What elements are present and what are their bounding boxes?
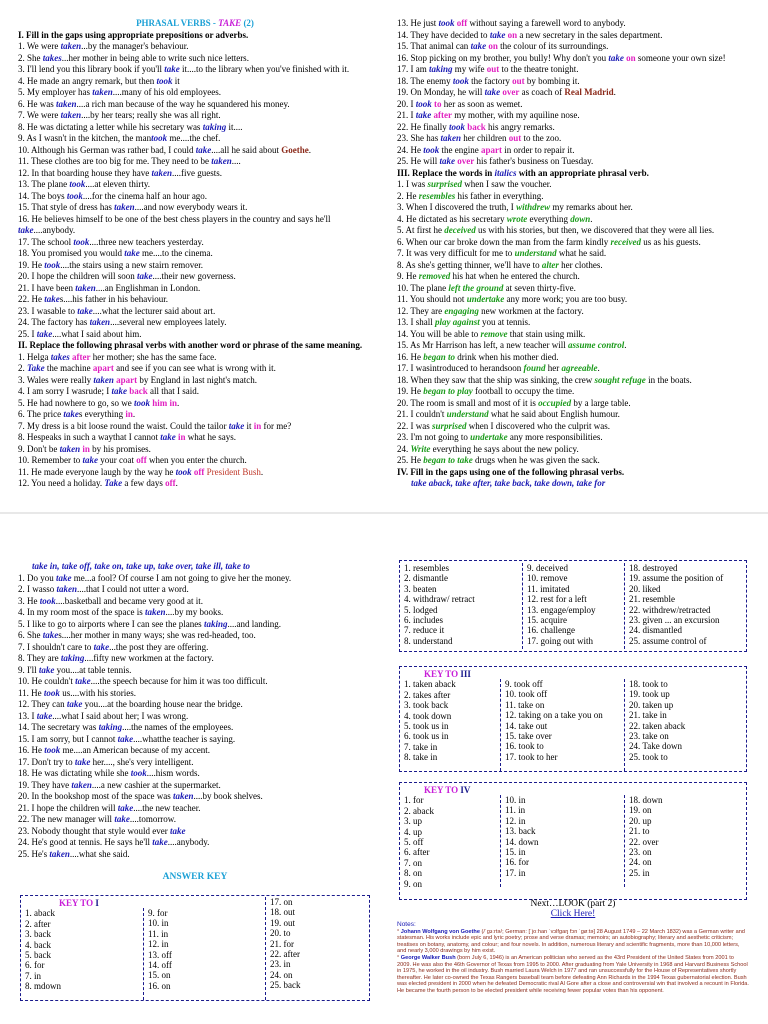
left-column-2 [18,561,378,860]
sentence: 12. You need a holiday. Take a few days off. [18,478,178,488]
sentence: 10. He couldn't take....the speech because for him it was too difficult. [18,676,268,686]
sentence: 6. He was taken....a rich man because of the way he squandered his money. [18,98,290,109]
sentence: 4. In my room most of the space is taken....by my books. [18,607,224,617]
sentence: 3. I'll lend you this library book if you'll take it....to the library when you've finished with it. [18,64,350,74]
key-2-col-2: 9. deceived 10. remove 11. imitated 12. rest for a left 13. engage/employ 15. acquire 16. challenge 17. going out with [522,563,624,649]
sentence: 24. He took the engine apart in order to repair it. [397,144,575,155]
sentence: 5. My employer has taken....many of his old employees. [18,87,221,97]
sentence: 19. On Monday, he will take over as coach of Real Madrid. [397,87,616,97]
sentence: 4. I am sorry I wasrude; I take back all that I said. [18,386,199,396]
sentence: 9. Don't be taken in by his promises. [18,443,151,454]
sentence: 20. I took to her as soon as wemet. [397,98,523,109]
sentence: 13. The plane took....at eleven thirty. [18,179,150,189]
sentence: 13. He just took off without saying a farewell word to anybody. [397,18,626,28]
sentence: 9. He removed his hat when he entered the church. [397,271,580,281]
sentence: 24. Write everything he says about the new policy. [397,443,579,454]
sentence: 16. He believes himself to be one of the best chess players in the country and says he'll take....anybody. [18,213,331,235]
sentence: 10. Although his German was rather bad, I could take....all he said about Goethe. [18,144,311,155]
sentence: 11. These clothes are too big for me. They need to be taken.... [18,156,241,166]
sentence: 15. As Mr Harrison has left, a new teacher will assume control. [397,340,627,350]
notes-section [397,922,749,995]
key-table-3 [399,666,747,772]
sentence: 11. You should not undertake any more work; you are too busy. [397,294,628,304]
sentence: 12. They are engaging new workmen at the factory. [397,305,584,316]
sentence: 22. He finally took back his angry remarks. [397,121,555,132]
sentence: 1. Helga takes after her mother; she has the same face. [18,351,217,362]
sentence: 20. The room is small and most of it is occupied by a large table. [397,397,631,408]
exercise-2-list [18,352,372,490]
left-column-1 [18,18,372,490]
sentence: 7. I shouldn't care to take...the post they are offering. [18,641,209,652]
sentence: 1. Do you take me...a fool? Of course I am not going to give her the money. [18,572,292,583]
sentence: 8. They are taking....fifty new workmen at the factory. [18,653,214,663]
sentence: 16. He took me....an American because of my accent. [18,745,210,755]
sentence: 25. He's taken....what she said. [18,848,130,859]
sentence: 11. He took us....with his stories. [18,687,136,698]
sentence: 23. She has taken her children out to the zoo. [397,133,562,143]
sentence: 18. You promised you would take me....to the cinema. [18,248,213,258]
sentence: 6. When our car broke down the man from the farm kindly received us as his guests. [397,236,701,247]
section-1-heading: I. Fill in the gaps using appropriate prepositions or adverbs. [18,29,249,40]
sentence: 22. I was surprised when I discovered who the culprit was. [397,420,610,431]
sentence: 8. Hespeaks in such a waythat I cannot take in what he says. [18,432,236,442]
next-lesson [470,899,676,919]
sentence: 6. The price takes everything in. [18,409,136,419]
key-2-col-1: 1. resembles 2. dismantle 3. beaten 4. withdraw/ retract 5. lodged 6. includes 7. reduce it 8. understand [404,563,475,646]
sentence: 10. The plane left the ground at seven thirty-five. [397,282,576,293]
sentence: 7. It was very difficult for me to understand what he said. [397,248,607,258]
sentence: 21. I hope the children will take....the new teacher. [18,802,201,813]
sentence: 25. He began to take drugs when he was given the sack. [397,455,600,465]
sentence: 5. At first he deceived us with his stories, but then, we discovered that they were all lies. [397,225,715,235]
next-lesson-text: Next…LOOK (part 2) [530,899,616,909]
sentence: 15. I am sorry, but I cannot take....whatthe teacher is saying. [18,733,236,744]
sentence: 22. He takes....his father in his behaviour. [18,294,168,304]
key-4-col-1: KEY TO IV 1. for 2. aback 3. up 4. up 5. off 6. after 7. on 8. on 9. on [400,785,500,889]
sentence: 16. Stop picking on my brother, you bully! Why don't you take on someone your own size! [397,52,726,63]
key-4-title: KEY TO IV [424,785,471,795]
right-column-1 [397,18,749,490]
sentence: 1. I was surprised when I saw the voucher. [397,179,552,189]
sentence: 18. The enemy took the factory out by bombing it. [397,75,580,86]
sentence: 23. I wasable to take....what the lecturer said about art. [18,305,216,316]
sentence: 19. He began to play football to occupy the time. [397,386,575,396]
sentence: 23. Nobody thought that style would ever take [18,825,186,836]
sentence: 20. I hope the children will soon take....their new governess. [18,271,236,281]
sentence: 2. She takes...her mother in being able to write such nice letters. [18,52,249,63]
sentence: 7. We were taken....by her tears; really she was all right. [18,110,221,120]
sentence: 2. He resembles his father in everything. [397,190,544,201]
section-3-heading: III. Replace the words in italics with an appropriate phrasal verb. [397,167,649,178]
sentence: 19. They have taken....a new cashier at the supermarket. [18,779,221,790]
exercise-1-list [18,41,372,340]
sentence: 3. When I discovered the truth, I withdrew my remarks about her. [397,202,633,212]
sentence: 18. He was dictating while she took....hism words. [18,768,200,778]
sentence: 24. The factory has taken....several new employees lately. [18,317,227,327]
key-1-title: KEY TO I [59,898,99,908]
sentence: 23. I'm not going to undertake any more responsibilities. [397,432,603,442]
note-goethe: ° Johann Wolfgang von Goethe (/ˈɡɜːrtə/; German: [ˈjoːhan ˈvɔlfɡaŋ fɔn ˈɡøːtə] 28 August 1749 – 22 March 1832) was a German writer and statesman. His works include epic and lyric poetry; prose and verse dramas; memoirs; an autobiography; literary and aesthetic criticism; treatises on botany, anatomy, and colour; and four novels. In addition, numerous literary and scientific fragments, more than 10,000 letters, and nearly 3,000 drawings by him exist. [397,928,745,955]
notes-heading: Notes: [397,921,416,928]
sentence: 15. That animal can take on the colour of its surroundings. [397,41,609,51]
sentence: 14. You will be able to remove that stain using milk. [397,328,586,339]
click-here-link[interactable]: Click Here! [550,909,596,919]
sentence: 17. Don't try to take her...., she's very intelligent. [18,756,194,767]
phrasal-verb-list-1: take aback, take after, take back, take down, take for [411,478,606,488]
sentence: 14. The boys took....for the cinema half an hour ago. [18,190,208,201]
sentence: 25. He will take over his father's business on Tuesday. [397,156,594,166]
sentence: 22. The new manager will take....tomorrow. [18,814,176,824]
key-3-col-3: 18. took to 19. took up 20. taken up 21. take in 22. taken aback 23. take on 24. Take down 25. took to [624,679,746,771]
sentence: 5. I like to go to airports where I can see the planes taking....and landing. [18,618,281,629]
sentence: 18. When they saw that the ship was sinking, the crew sought refuge in the boats. [397,374,692,385]
exercise-3-list [397,179,749,467]
sentence: 21. I have been taken....an Englishman in London. [18,282,201,293]
sentence: 8. He was dictating a letter while his secretary was taking it.... [18,121,243,132]
sentence: 12. They can take you....at the boarding house near the bridge. [18,699,243,709]
sentence: 13. I shall play against you at tennis. [397,317,531,327]
sentence: 21. I take after my mother, with my aquiline nose. [397,110,580,120]
sentence: 19. He took....the stairs using a new stairn remover. [18,259,203,270]
note-bush: ° George Walker Bush (born July 6, 1946) is an American politician who served as the 43rd President of the United States from 2001 to 2009. He was also the 46th Governor of Texas from 1995 to 2000. After graduating from Yale University in 1968 and Harvard Business School in 1975, he worked in the oil industry. Bush married Laura Welch in 1977 and ran unsuccessfully for the House of Representatives shortly thereafter. He later co-owned the Texas Rangers baseball team before defeating Ann Richards in the 1994 Texas gubernatorial election. Bush was elected president in 2000 when he defeated Democratic rival Al Gore after a close and controversial win that involved a recount in Florida. He became the fourth person to be elected president while receiving fewer popular votes than his opponent. [397,954,749,994]
sentence: 17. I wasintroduced to herandsoon found her agreeable. [397,363,600,373]
sentence: 16. He began to drink when his mother died. [397,351,559,362]
sentence: 14. They have decided to take on a new secretary in the sales department. [397,29,663,40]
sentence: 13. I take....what I said about her; I was wrong. [18,710,189,721]
key-1-col-2: 9. for 10. in 11. in 12. in 13. off 14. off 15. on 16. on [143,908,265,1000]
key-1-col-1: KEY TO I 1. aback 2. after 3. back 4. back 5. back 6. for 7. in 8. mdown [21,898,143,992]
sentence: 3. Wales were really taken apart by England in last night's match. [18,374,257,385]
key-2-col-3: 18. destroyed 19. assume the position of 20. liked 21. resemble 22. withdrew/retracted 23. given ... an excursion 24. dismantled 25. assume control of [624,563,746,649]
exercise-4-list [18,573,378,861]
sentence: 25. I take....what I said about him. [18,328,142,339]
sentence: 21. I couldn't understand what he said about English humour. [397,409,620,419]
sentence: 10. Remember to take your coat off when you enter the church. [18,455,247,465]
sentence: 3. He took....basketball and became very good at it. [18,595,203,606]
phrasal-verb-list-2: take in, take off, take on, take up, take over, take ill, take to [32,561,251,571]
key-3-title: KEY TO III [424,669,471,679]
sentence: 11. He made everyone laugh by the way he took off President Bush. [18,466,264,477]
key-table-1 [20,895,370,1001]
sentence: 6. She takes....her mother in many ways; she was red-headed, too. [18,630,256,640]
sentence: 1. We were taken...by the manager's behaviour. [18,41,189,51]
sentence: 8. As she's getting thinner, we'll have to alter her clothes. [397,259,603,270]
section-4-heading: IV. Fill in the gaps using one of the following phrasal verbs. [397,466,625,477]
exercise-2-list-cont [397,18,749,168]
key-4-col-3: 18. down 19. on 20. up 21. to 22. over 23. on 24. on 25. in [624,795,746,887]
sentence: 4. He made an angry remark, but then took it [18,75,180,86]
sentence: 9. I'll take you....at table tennis. [18,664,132,675]
sentence: 17. I am taking my wife out to the theatre tonight. [397,64,579,74]
sentence: 4. He dictated as his secretary wrote everything down. [397,213,593,224]
sentence: 7. My dress is a bit loose round the waist. Could the tailor take it in for me? [18,420,292,431]
answer-key-heading: ANSWER KEY [162,872,228,882]
key-table-2 [399,560,747,652]
key-4-col-2: 10. in 11. in 12. in 13. back 14. down 15. in 16. for 17. in [500,795,624,887]
page-title: PHRASAL VERBS - TAKE (2) [136,18,254,28]
key-1-col-3: 17. on 18. out 19. out 20. to 21. for 22. after 23. in 24. on 25. back [265,897,369,1000]
sentence: 9. As I wasn't in the kitchen, the mantook me....the chef. [18,133,221,143]
sentence: 15. That style of dress has taken....and now everybody wears it. [18,202,248,212]
sentence: 2. I wasso taken....that I could not utter a word. [18,584,189,594]
key-table-4 [399,782,747,900]
page-2 [0,514,768,1024]
key-3-col-2: 9. took off 10. took off 11. take on 12. taking on a take you on 14. take out 15. take over 16. took to 17. took to her [500,679,624,771]
sentence: 12. In that boarding house they have taken....five guests. [18,167,222,178]
sentence: 17. The school took....three new teachers yesterday. [18,236,204,247]
sentence: 2. Take the machine apart and see if you can see what is wrong with it. [18,363,276,373]
sentence: 14. The secretary was taking....the names of the employees. [18,722,234,732]
section-2-heading: II. Replace the following phrasal verbs with another word or phrase of the same meaning. [18,340,363,350]
key-3-col-1: KEY TO III 1. taken aback 2. takes after 3. took back 4. took down 5. took us in 6. took us in 7. take in 8. take in [400,669,500,763]
sentence: 5. He had nowhere to go, so we took him in. [18,397,180,408]
sentence: 20. In the bookshop most of the space was taken....by book shelves. [18,791,263,801]
sentence: 24. He's good at tennis. He says he'll take....anybody. [18,837,210,847]
